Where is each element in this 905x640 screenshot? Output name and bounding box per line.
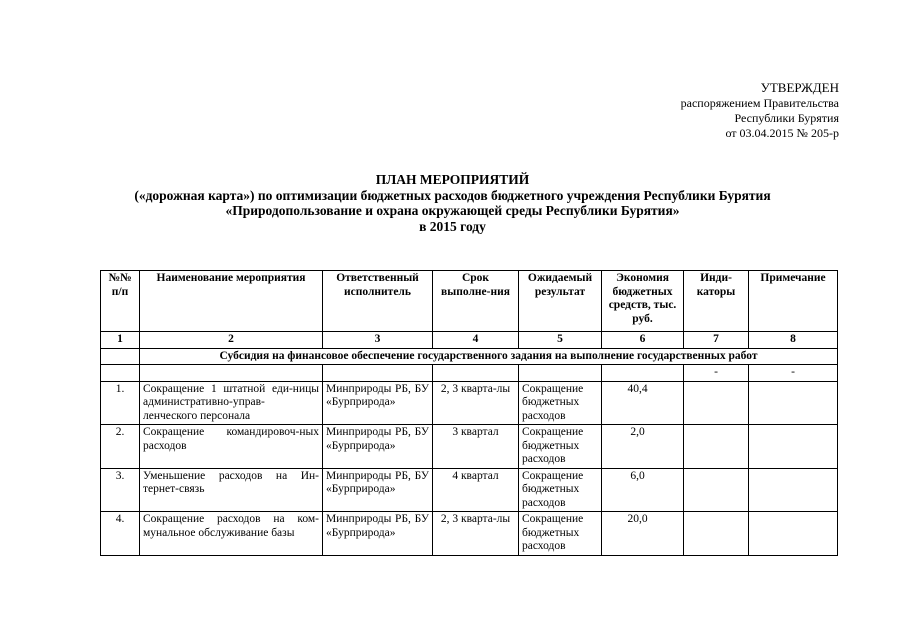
column-number-cell: 5 bbox=[519, 332, 602, 349]
title-line-3: «Природопользование и охрана окружающей среды Республики Бурятия» bbox=[225, 203, 680, 218]
empty-cell bbox=[140, 365, 323, 382]
executor: Минприроды РБ, БУ «Бурприрода» bbox=[323, 468, 433, 512]
header-cell: Срок выполне-ния bbox=[433, 271, 519, 332]
empty-cell bbox=[602, 365, 684, 382]
section-title-row bbox=[101, 348, 838, 365]
dash-row bbox=[101, 365, 838, 382]
column-number-cell: 4 bbox=[433, 332, 519, 349]
table-row bbox=[101, 512, 838, 556]
column-number-cell: 8 bbox=[749, 332, 838, 349]
section-title: Субсидия на финансовое обеспечение государственного задания на выполнение государственных работ bbox=[140, 348, 838, 365]
row-number: 3. bbox=[101, 468, 140, 512]
indicator-dash: - bbox=[684, 365, 749, 382]
economy-text: 40,4 bbox=[627, 382, 648, 395]
note bbox=[749, 468, 838, 512]
indicators bbox=[684, 381, 749, 425]
approval-line-3: от 03.04.2015 № 205-р bbox=[725, 126, 839, 140]
header-cell: Наименование мероприятия bbox=[140, 271, 323, 332]
note bbox=[749, 381, 838, 425]
expected-result: Сокращение бюджетных расходов bbox=[519, 468, 602, 512]
row-number: 4. bbox=[101, 512, 140, 556]
economy-text: 6,0 bbox=[630, 469, 645, 482]
header-cell: Ответственный исполнитель bbox=[323, 271, 433, 332]
header-cell: Экономия бюджетных средств, тыс. руб. bbox=[602, 271, 684, 332]
approval-stamp bbox=[681, 80, 839, 141]
empty-cell bbox=[433, 365, 519, 382]
term: 4 квартал bbox=[433, 468, 519, 512]
measure-name: Уменьшение расходов на Ин-тернет-связь bbox=[140, 468, 323, 512]
note-dash: - bbox=[749, 365, 838, 382]
section-empty-cell bbox=[101, 348, 140, 365]
economy-value bbox=[602, 468, 684, 512]
economy-value bbox=[602, 512, 684, 556]
column-number-cell: 3 bbox=[323, 332, 433, 349]
measure-name: Сокращение командировоч-ных расходов bbox=[140, 425, 323, 469]
title-line-1: ПЛАН МЕРОПРИЯТИЙ bbox=[375, 172, 530, 187]
table-row bbox=[101, 468, 838, 512]
document-title bbox=[0, 172, 905, 234]
column-number-cell: 2 bbox=[140, 332, 323, 349]
column-number-row bbox=[101, 332, 838, 349]
measure-name: Сокращение расходов на ком-мунальное обслуживание базы bbox=[140, 512, 323, 556]
executor: Минприроды РБ, БУ «Бурприрода» bbox=[323, 512, 433, 556]
header-cell: Ожидаемый результат bbox=[519, 271, 602, 332]
plan-table bbox=[100, 270, 838, 556]
executor: Минприроды РБ, БУ «Бурприрода» bbox=[323, 381, 433, 425]
expected-result: Сокращение бюджетных расходов bbox=[519, 425, 602, 469]
indicators bbox=[684, 425, 749, 469]
header-cell: Примечание bbox=[749, 271, 838, 332]
economy-text: 20,0 bbox=[627, 513, 648, 525]
table-row bbox=[101, 381, 838, 425]
executor: Минприроды РБ, БУ «Бурприрода» bbox=[323, 425, 433, 469]
header-row bbox=[101, 271, 838, 332]
note bbox=[749, 512, 838, 556]
empty-cell bbox=[323, 365, 433, 382]
title-line-4: в 2015 году bbox=[419, 218, 486, 234]
economy-value bbox=[602, 381, 684, 425]
empty-cell bbox=[101, 365, 140, 382]
table-row bbox=[101, 425, 838, 469]
approval-line-2: Республики Бурятия bbox=[734, 111, 839, 125]
term: 2, 3 кварта-лы bbox=[433, 512, 519, 556]
approval-title: УТВЕРЖДЕН bbox=[760, 80, 839, 95]
indicators bbox=[684, 512, 749, 556]
note bbox=[749, 425, 838, 469]
header-cell: Инди-каторы bbox=[684, 271, 749, 332]
empty-cell bbox=[519, 365, 602, 382]
column-number-cell: 1 bbox=[101, 332, 140, 349]
title-line-2: («дорожная карта») по оптимизации бюджетных расходов бюджетного учреждения Республики Бурятия bbox=[134, 187, 771, 203]
row-number: 2. bbox=[101, 425, 140, 469]
expected-result: Сокращение бюджетных расходов bbox=[519, 381, 602, 425]
term: 3 квартал bbox=[433, 425, 519, 469]
economy-text: 2,0 bbox=[630, 426, 645, 438]
header-cell: №№ п/п bbox=[101, 271, 140, 332]
row-number: 1. bbox=[101, 381, 140, 425]
measure-name: Сокращение 1 штатной еди-ницы административно-управ-ленческого персонала bbox=[140, 381, 323, 425]
expected-result: Сокращение бюджетных расходов bbox=[519, 512, 602, 556]
column-number-cell: 6 bbox=[602, 332, 684, 349]
indicators bbox=[684, 468, 749, 512]
term: 2, 3 кварта-лы bbox=[433, 381, 519, 425]
economy-value bbox=[602, 425, 684, 469]
column-number-cell: 7 bbox=[684, 332, 749, 349]
approval-line-1: распоряжением Правительства bbox=[680, 96, 839, 110]
